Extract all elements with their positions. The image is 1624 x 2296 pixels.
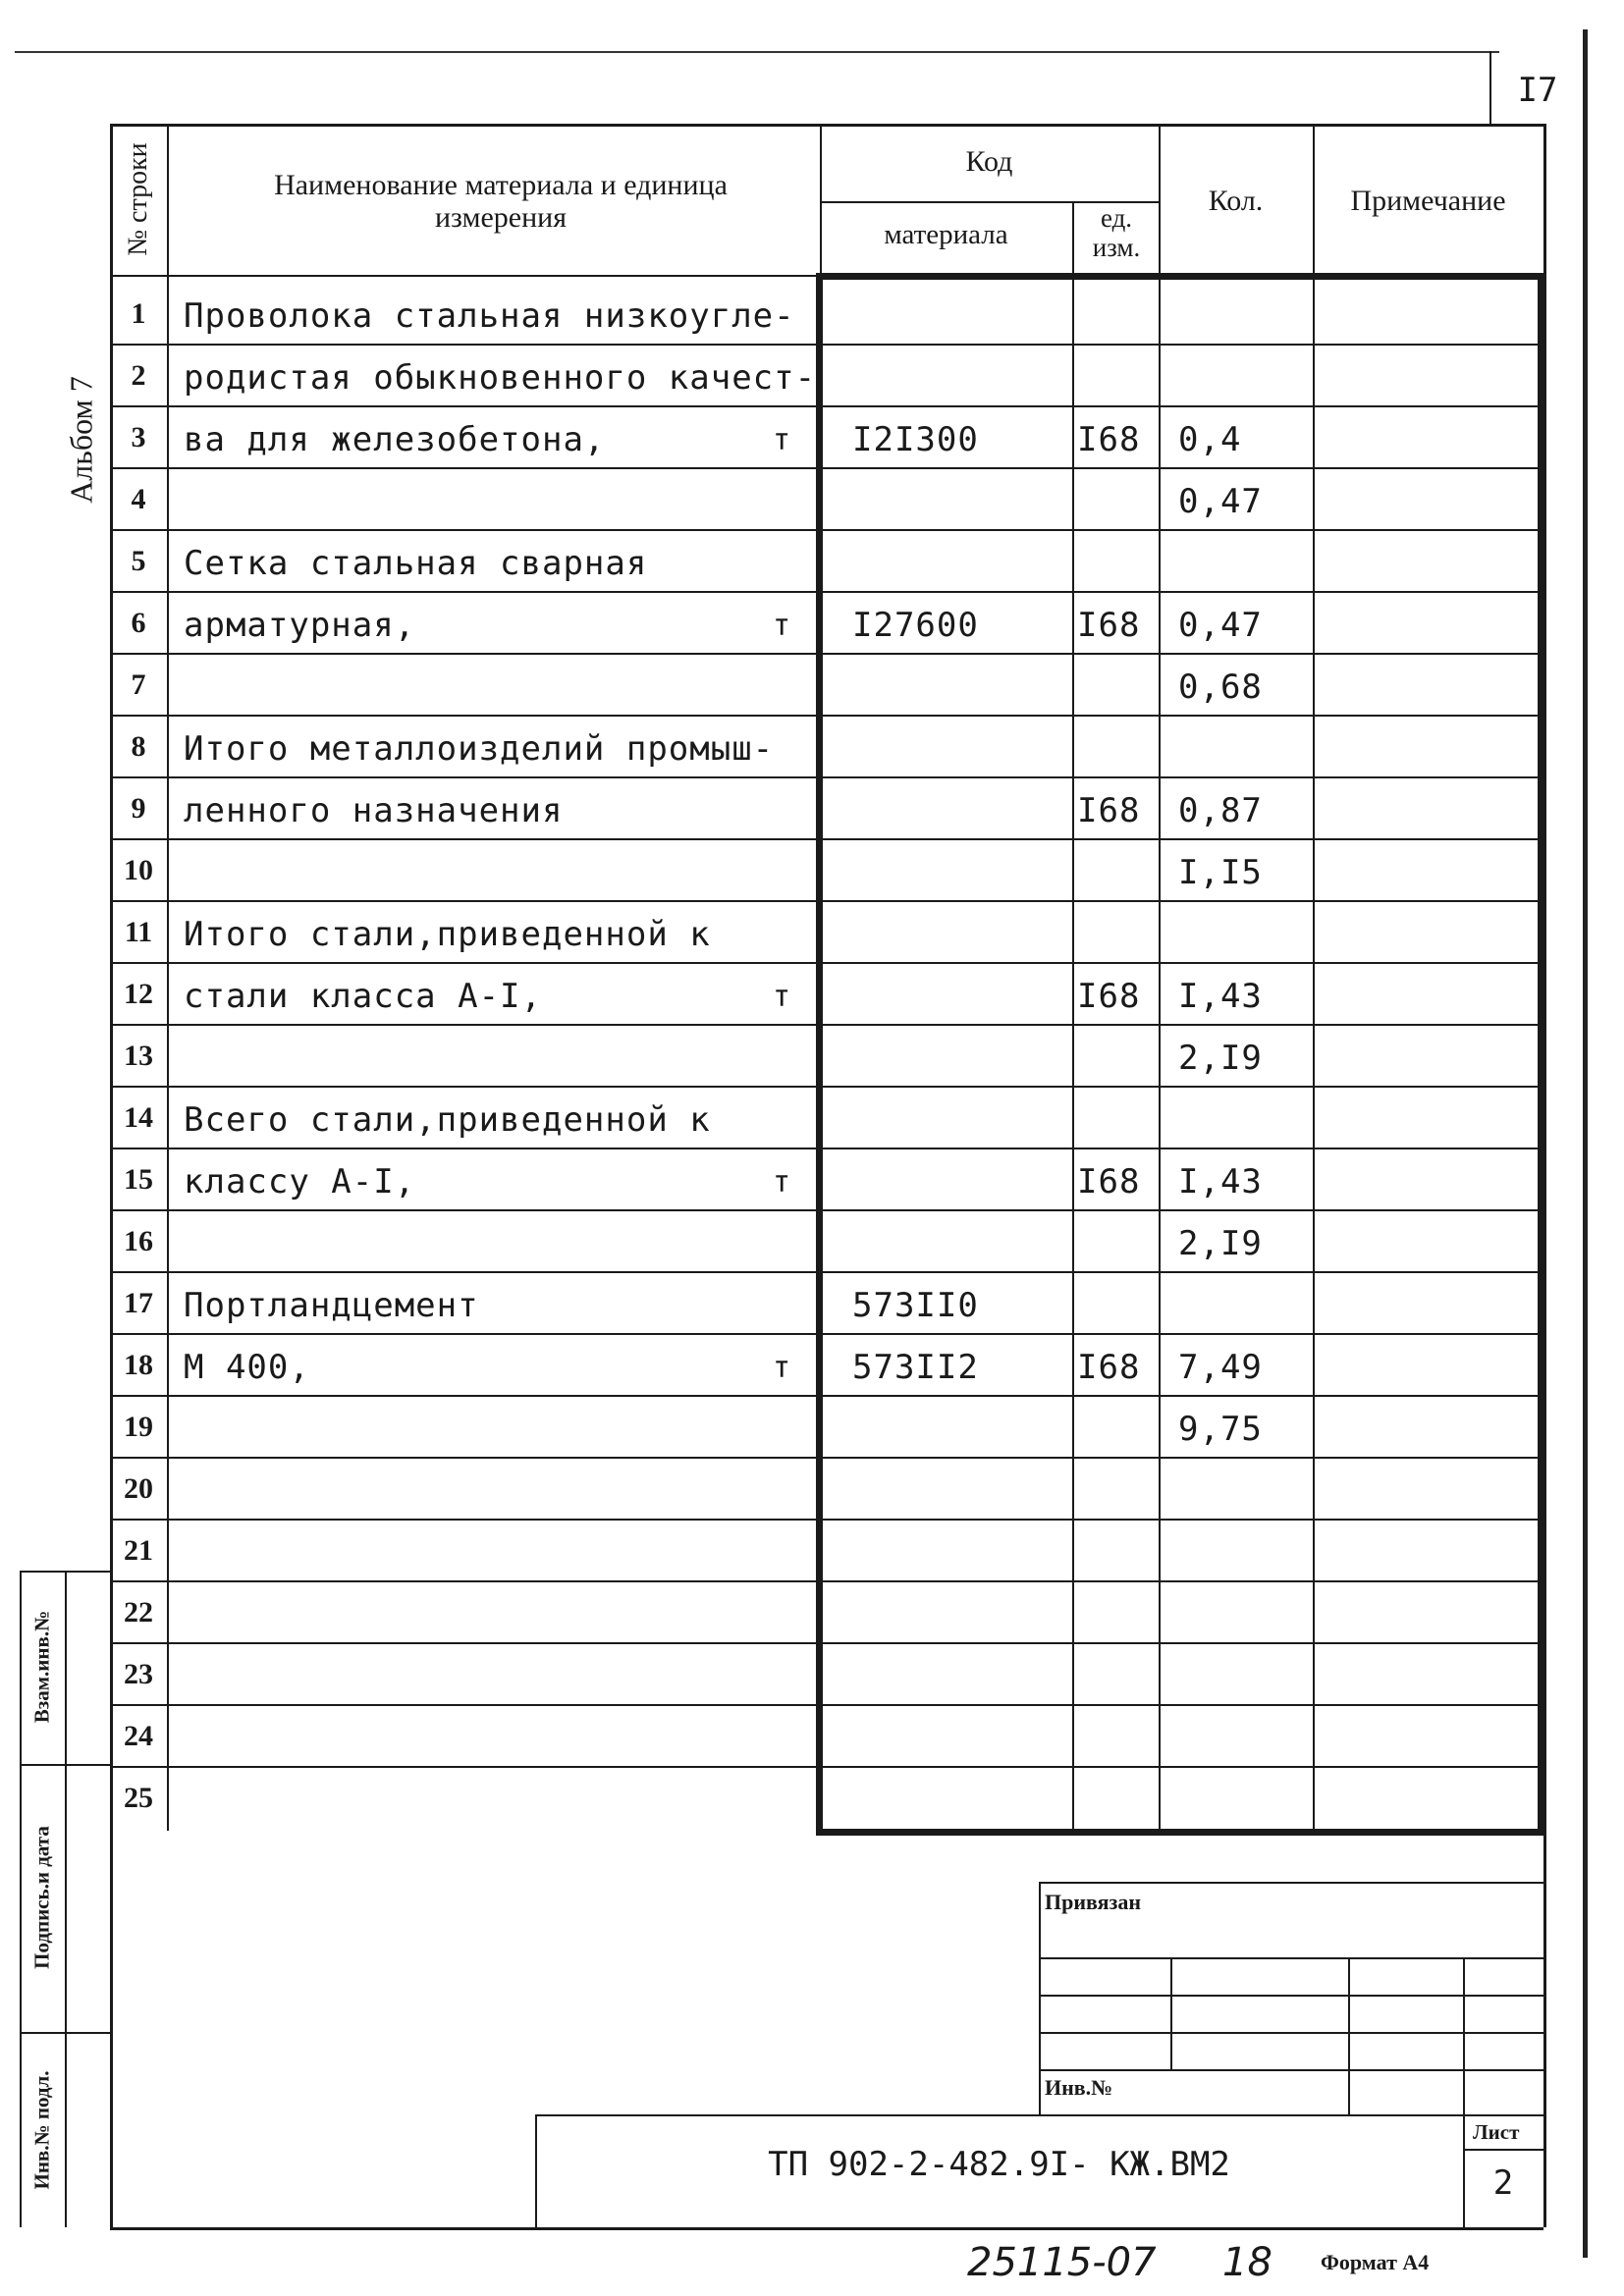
row-number: 15	[124, 1163, 153, 1196]
row-number: 18	[124, 1349, 153, 1381]
header-code: Код	[965, 145, 1013, 178]
handwritten-number: 18	[1222, 2240, 1272, 2285]
row-number: 12	[124, 978, 153, 1010]
row-qty: 0,87	[1178, 791, 1263, 830]
row-qty: 7,49	[1178, 1348, 1263, 1387]
row-line-8	[110, 776, 1543, 778]
row-unit-code: I68	[1077, 420, 1141, 459]
row-line-16	[110, 1271, 1543, 1273]
row-qty: 2,I9	[1178, 1224, 1263, 1263]
row-number: 4	[131, 483, 146, 515]
handwritten-code: 25115-07	[967, 2240, 1157, 2285]
row-line-12	[110, 1024, 1543, 1026]
row-number: 25	[124, 1782, 153, 1814]
row-qty: I,43	[1178, 977, 1263, 1016]
row-line-15	[110, 1209, 1543, 1211]
page-number-box-left	[1489, 51, 1491, 124]
row-line-13	[110, 1086, 1543, 1088]
row-name: Итого стали,приведенной к	[184, 915, 711, 954]
row-line-24	[110, 1766, 1543, 1768]
row-material-code: I2I300	[852, 420, 979, 459]
row-material-code: 573II0	[852, 1286, 979, 1325]
row-name: Проволока стальная низкоугле-	[184, 296, 795, 336]
row-number: 7	[131, 668, 146, 701]
header-unit: ед. изм.	[1092, 203, 1141, 262]
tb-sheet-sep	[1463, 2149, 1543, 2151]
row-line-18	[110, 1395, 1543, 1397]
tb-left	[1039, 1882, 1041, 2114]
tb-sheet-number: 2	[1492, 2163, 1514, 2203]
header-qty: Кол.	[1208, 185, 1264, 217]
row-unit: т	[772, 1351, 790, 1385]
row-number: 9	[131, 792, 146, 825]
row-qty: 2,I9	[1178, 1039, 1263, 1078]
page-number: I7	[1517, 71, 1558, 110]
row-number: 14	[124, 1101, 153, 1134]
row-qty: 0,4	[1178, 420, 1242, 459]
row-line-20	[110, 1519, 1543, 1521]
row-material-code: 573II2	[852, 1348, 979, 1387]
stamp-inner-line	[65, 1571, 67, 2227]
row-unit-code: I68	[1077, 1162, 1141, 1201]
col-sep-qty-body	[1159, 275, 1161, 1831]
row-line-14	[110, 1148, 1543, 1149]
row-line-23	[110, 1704, 1543, 1706]
tb-sheet-label: Лист	[1473, 2120, 1520, 2144]
row-unit: т	[772, 980, 790, 1014]
row-unit-code: I68	[1077, 791, 1141, 830]
tb-row-3	[1039, 2032, 1543, 2034]
tb-col-1	[1170, 1957, 1172, 2069]
col-sep-note-body	[1313, 275, 1315, 1831]
row-line-1	[110, 344, 1543, 346]
row-name: родистая обыкновенного качест-	[184, 358, 817, 398]
row-line-10	[110, 900, 1543, 902]
tb-row-4	[1039, 2069, 1543, 2071]
header-material: материала	[884, 219, 1008, 250]
row-line-4	[110, 529, 1543, 531]
row-line-5	[110, 591, 1543, 593]
row-name: М 400,	[184, 1348, 310, 1387]
row-unit-code: I68	[1077, 977, 1141, 1016]
right-edge-mark	[1583, 29, 1588, 2258]
row-number: 11	[124, 916, 153, 948]
row-number: 1	[131, 297, 146, 330]
row-name: стали класса А-I,	[184, 977, 542, 1016]
tb-top	[1039, 1882, 1543, 1884]
row-name: Портландцемент	[184, 1286, 479, 1325]
col-sep-num	[167, 124, 169, 1831]
row-line-3	[110, 467, 1543, 469]
row-name: ленного назначения	[184, 791, 564, 830]
row-number: 2	[131, 359, 146, 392]
header-name: Наименование материала и единица измерения	[274, 169, 728, 234]
album-label: Альбом 7	[63, 376, 99, 504]
row-name: классу А-I,	[184, 1162, 416, 1201]
row-line-17	[110, 1333, 1543, 1335]
tb-designation: ТП 902-2-482.9I- КЖ.ВМ2	[768, 2145, 1230, 2184]
header-note: Примечание	[1350, 185, 1506, 217]
frame-top	[110, 124, 1543, 127]
tb-col-3	[1463, 1957, 1465, 2114]
row-unit: т	[772, 1165, 790, 1200]
row-unit: т	[772, 423, 790, 457]
tb-designation-top	[535, 2114, 1543, 2116]
row-number: 3	[131, 421, 146, 454]
row-name: ва для железобетона,	[184, 420, 606, 459]
stamp-original-inv: Инв.№ подл.	[29, 2070, 54, 2190]
row-qty: 0,47	[1178, 482, 1263, 521]
frame-bottom	[110, 2227, 1543, 2230]
row-number: 10	[124, 854, 153, 886]
row-number: 16	[124, 1225, 153, 1257]
row-number: 23	[124, 1658, 153, 1690]
row-number: 8	[131, 730, 146, 763]
row-number: 22	[124, 1596, 153, 1629]
row-number: 13	[124, 1040, 153, 1072]
top-rule	[15, 51, 1499, 53]
row-unit-code: I68	[1077, 1348, 1141, 1387]
tb-inv-label: Инв.№	[1045, 2075, 1113, 2100]
row-line-22	[110, 1642, 1543, 1644]
row-name: арматурная,	[184, 606, 416, 645]
row-name: Итого металлоизделий промыш-	[184, 729, 775, 769]
tb-col-2	[1348, 1957, 1350, 2114]
tb-row-1	[1039, 1957, 1543, 1959]
tb-tied-label: Привязан	[1045, 1890, 1142, 1914]
row-qty: 0,68	[1178, 667, 1263, 707]
row-name: Сетка стальная сварная	[184, 544, 648, 583]
header-row-no: № строки	[123, 142, 153, 256]
col-sep-name-body	[820, 275, 822, 1831]
row-qty: 0,47	[1178, 606, 1263, 645]
row-qty: I,I5	[1178, 853, 1263, 892]
format-label: Формат А4	[1321, 2250, 1430, 2274]
row-number: 21	[124, 1534, 153, 1567]
row-line-2	[110, 405, 1543, 407]
row-unit-code: I68	[1077, 606, 1141, 645]
row-line-11	[110, 962, 1543, 964]
row-line-9	[110, 838, 1543, 840]
row-line-19	[110, 1457, 1543, 1459]
row-unit: т	[772, 609, 790, 643]
row-number: 6	[131, 607, 146, 639]
row-qty: 9,75	[1178, 1410, 1263, 1449]
row-line-6	[110, 653, 1543, 655]
row-material-code: I27600	[852, 606, 979, 645]
row-number: 20	[124, 1472, 153, 1505]
row-number: 24	[124, 1720, 153, 1752]
row-name: Всего стали,приведенной к	[184, 1100, 711, 1140]
row-number: 5	[131, 545, 146, 577]
row-line-21	[110, 1580, 1543, 1582]
stamp-signature-date: Подпись.и дата	[29, 1826, 54, 1969]
row-line-7	[110, 715, 1543, 717]
row-number: 19	[124, 1411, 153, 1443]
tb-row-2	[1039, 1995, 1543, 1997]
col-sep-ed-body	[1072, 275, 1074, 1831]
row-qty: I,43	[1178, 1162, 1263, 1201]
row-number: 17	[124, 1287, 153, 1319]
stamp-replaced-inv: Взам.инв.№	[29, 1610, 54, 1724]
stamp-left-edge	[20, 1571, 22, 2227]
